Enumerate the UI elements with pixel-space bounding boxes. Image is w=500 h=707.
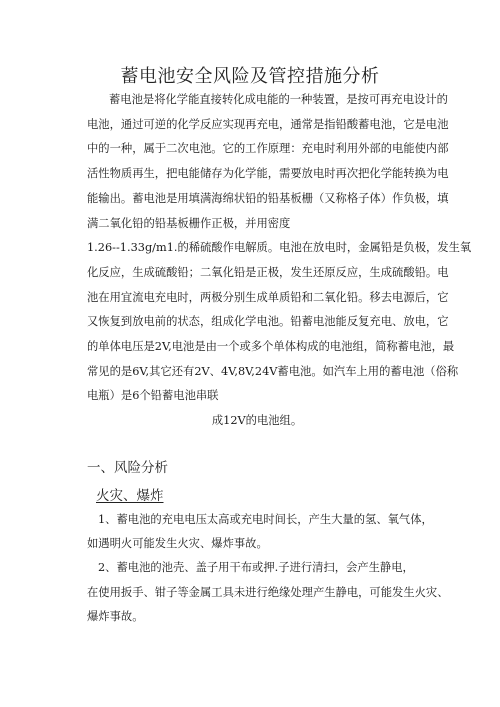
risk-line: 爆炸事故。: [87, 609, 144, 623]
intro-center-line: 成12V的电池组。: [211, 414, 303, 428]
intro-line: 满二氧化铅的铅基板栅作正极，并用密度: [87, 216, 291, 230]
intro-line: 电池，通过可逆的化学反应实现再充电，通常是指铅酸蓄电池，它是电池: [87, 117, 449, 131]
intro-line: 池在用宜流电充电时，两极分别生成单质铅和二氧化铅。移去电源后，它: [87, 290, 449, 304]
risk-line: 在使用扳手、钳子等金属工具未进行绝缘处理产生静电，可能发生火灾、: [87, 585, 449, 599]
section-heading: 一、风险分析: [87, 460, 168, 476]
intro-line: 又恢复到放电前的状态，组成化学电池。铅蓄电池能反复充电、放电，它: [87, 315, 449, 329]
risk-list: [87, 508, 449, 629]
intro-line: 电瓶）是6个铅蓄电池串联: [87, 389, 219, 403]
subsection-heading: 火灾、爆炸: [96, 488, 164, 504]
intro-line: 蓄电池是将化学能直接转化成电能的一种装置，是按可再充电设计的: [109, 93, 448, 106]
intro-line: 活性物质再生，把电能储存为化学能，需要放电时再次把化学能转换为电: [87, 167, 449, 181]
intro-paragraph: [87, 88, 472, 434]
intro-line: 1.26--1.33g/m1.的稀硫酸作电解质。电池在放电时，金属铅是负极，发生氧: [87, 241, 472, 255]
risk-line: 2、蓄电池的池壳、盖子用干布或押.子进行清扫，会产生静电，: [98, 561, 414, 575]
intro-line: 中的一种，属于二次电池。它的工作原理：充电时利用外部的电能使内部: [87, 142, 449, 156]
intro-line: 化反应，生成硫酸铅；二氧化铅是正极，发生还原反应，生成硫酸铅。电: [87, 265, 449, 279]
intro-line: 的单体电压是2V,电池是由一个或多个单体构成的电池组，简称蓄电池，最: [87, 340, 455, 354]
document-title: 蓄电池安全风险及管控措施分析: [120, 66, 380, 87]
intro-line: 常见的是6V,其它还有2V、4V,8V,24V蓄电池。如汽车上用的蓄电池（俗称: [87, 364, 459, 378]
risk-line: 1、蓄电池的充电电压太高或充电时间长，产生大量的氢、氧气体，: [98, 513, 433, 526]
intro-line: 能输出。蓄电池是用填满海绵状铅的铅基板栅（又称格子体）作负极，填: [87, 191, 449, 205]
risk-line: 如遇明火可能发生火灾、爆炸事故。: [87, 537, 268, 551]
